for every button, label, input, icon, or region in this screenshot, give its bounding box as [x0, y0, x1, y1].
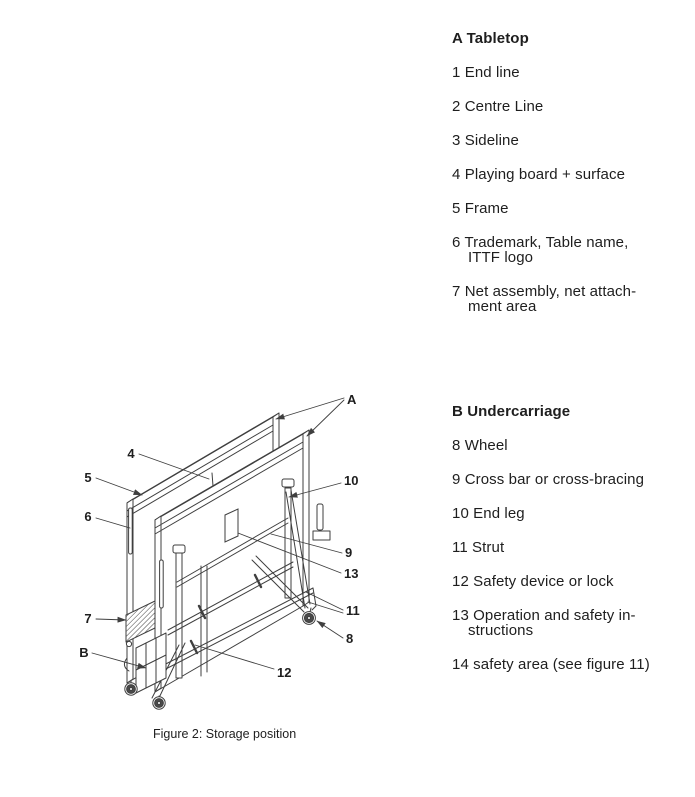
callout-5: 5	[84, 470, 92, 485]
legend-item-text-wrap: ment area	[468, 298, 537, 315]
legend-item-text: 8 Wheel	[452, 437, 508, 454]
legend-item-text-wrap: structions	[468, 622, 534, 639]
legend-item-text: 12 Safety device or lock	[452, 573, 614, 590]
wheel-left-front	[153, 696, 165, 709]
callout-4: 4	[127, 446, 135, 461]
legend-item-text: 9 Cross bar or cross-bracing	[452, 471, 645, 488]
legend-item-text: 2 Centre Line	[452, 98, 544, 115]
callout-b: B	[79, 645, 89, 660]
legend-item-6	[452, 235, 694, 265]
legend-item-14	[452, 657, 694, 672]
callout-6: 6	[84, 509, 92, 524]
legend-item-11	[452, 540, 694, 555]
legend-item-text: 11 Strut	[452, 539, 505, 556]
callout-11: 11	[346, 603, 360, 618]
latch-bracket	[313, 504, 330, 540]
legend-item-5	[452, 201, 694, 216]
legend-item-text: 14 safety area (see figure 11)	[452, 656, 650, 673]
legend-tabletop	[452, 31, 694, 333]
legend-item-text: 1 End line	[452, 64, 520, 81]
legend-item-text: 7 Net assembly, net attach-	[452, 283, 637, 300]
legend-undercarriage-heading: B Undercarriage	[452, 403, 571, 420]
legend-item-text: 3 Sideline	[452, 132, 519, 149]
figure-caption: Figure 2: Storage position	[153, 727, 297, 741]
callout-13: 13	[344, 566, 359, 581]
legend-item-8	[452, 438, 694, 453]
legend-item-12	[452, 574, 694, 589]
legend-item-10	[452, 506, 694, 521]
legend-item-4	[452, 167, 694, 182]
legend-item-text: 6 Trademark, Table name,	[452, 234, 629, 251]
legend-item-text: 4 Playing board + surface	[452, 166, 626, 183]
trademark-slot-front	[160, 560, 164, 608]
callout-7: 7	[84, 611, 92, 626]
legend-tabletop-heading: A Tabletop	[452, 30, 529, 47]
callout-10: 10	[344, 473, 359, 488]
callout-a: A	[347, 392, 357, 407]
legend-item-13	[452, 608, 694, 638]
legend-item-text-wrap: ITTF logo	[468, 249, 534, 266]
instruction-plate	[225, 509, 238, 542]
legend-item-1	[452, 65, 694, 80]
callout-12: 12	[277, 665, 292, 680]
legend-undercarriage	[452, 404, 694, 691]
legend-item-text: 13 Operation and safety in-	[452, 607, 636, 624]
legend-item-2	[452, 99, 694, 114]
callout-8: 8	[346, 631, 354, 646]
wheel-right	[303, 608, 316, 624]
trademark-slot	[129, 508, 133, 554]
legend-item-7	[452, 284, 694, 314]
callout-9: 9	[345, 545, 353, 560]
legend-item-text: 10 End leg	[452, 505, 525, 522]
legend-item-text: 5 Frame	[452, 200, 509, 217]
legend-item-3	[452, 133, 694, 148]
legend-item-9	[452, 472, 694, 487]
